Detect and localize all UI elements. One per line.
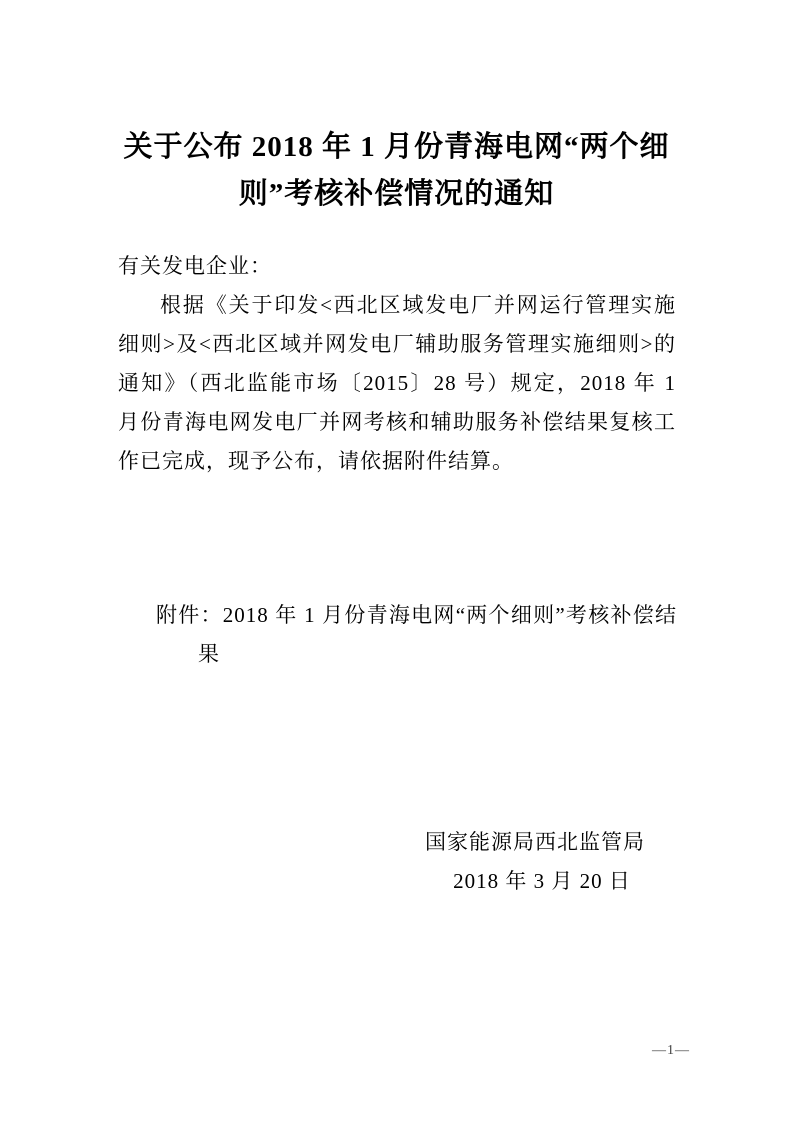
signer-name: 国家能源局西北监管局	[425, 830, 645, 854]
document-body	[118, 247, 676, 481]
signature-date: 2018 年 3 月 20 日	[453, 869, 631, 893]
document-title: 关于公布 2018 年 1 月份青海电网“两个细则”考核补偿情况的通知	[123, 131, 670, 210]
body-paragraph: 根据《关于印发<西北区域发电厂并网运行管理实施细则>及<西北区域并网发电厂辅助服务管理实施细则>的通知》（西北监能市场〔2015〕28 号）规定，2018 年 1 月份青海电网发电厂并网考核和辅助服务补偿结果复核工作已完成，现予公布，请依据附件结算。	[118, 293, 676, 473]
signature-block	[360, 823, 710, 901]
page-number: —1—	[652, 1043, 690, 1058]
attachment-note: 附件：2018 年 1 月份青海电网“两个细则”考核补偿结果	[156, 603, 677, 666]
salutation: 有关发电企业：	[118, 254, 272, 278]
